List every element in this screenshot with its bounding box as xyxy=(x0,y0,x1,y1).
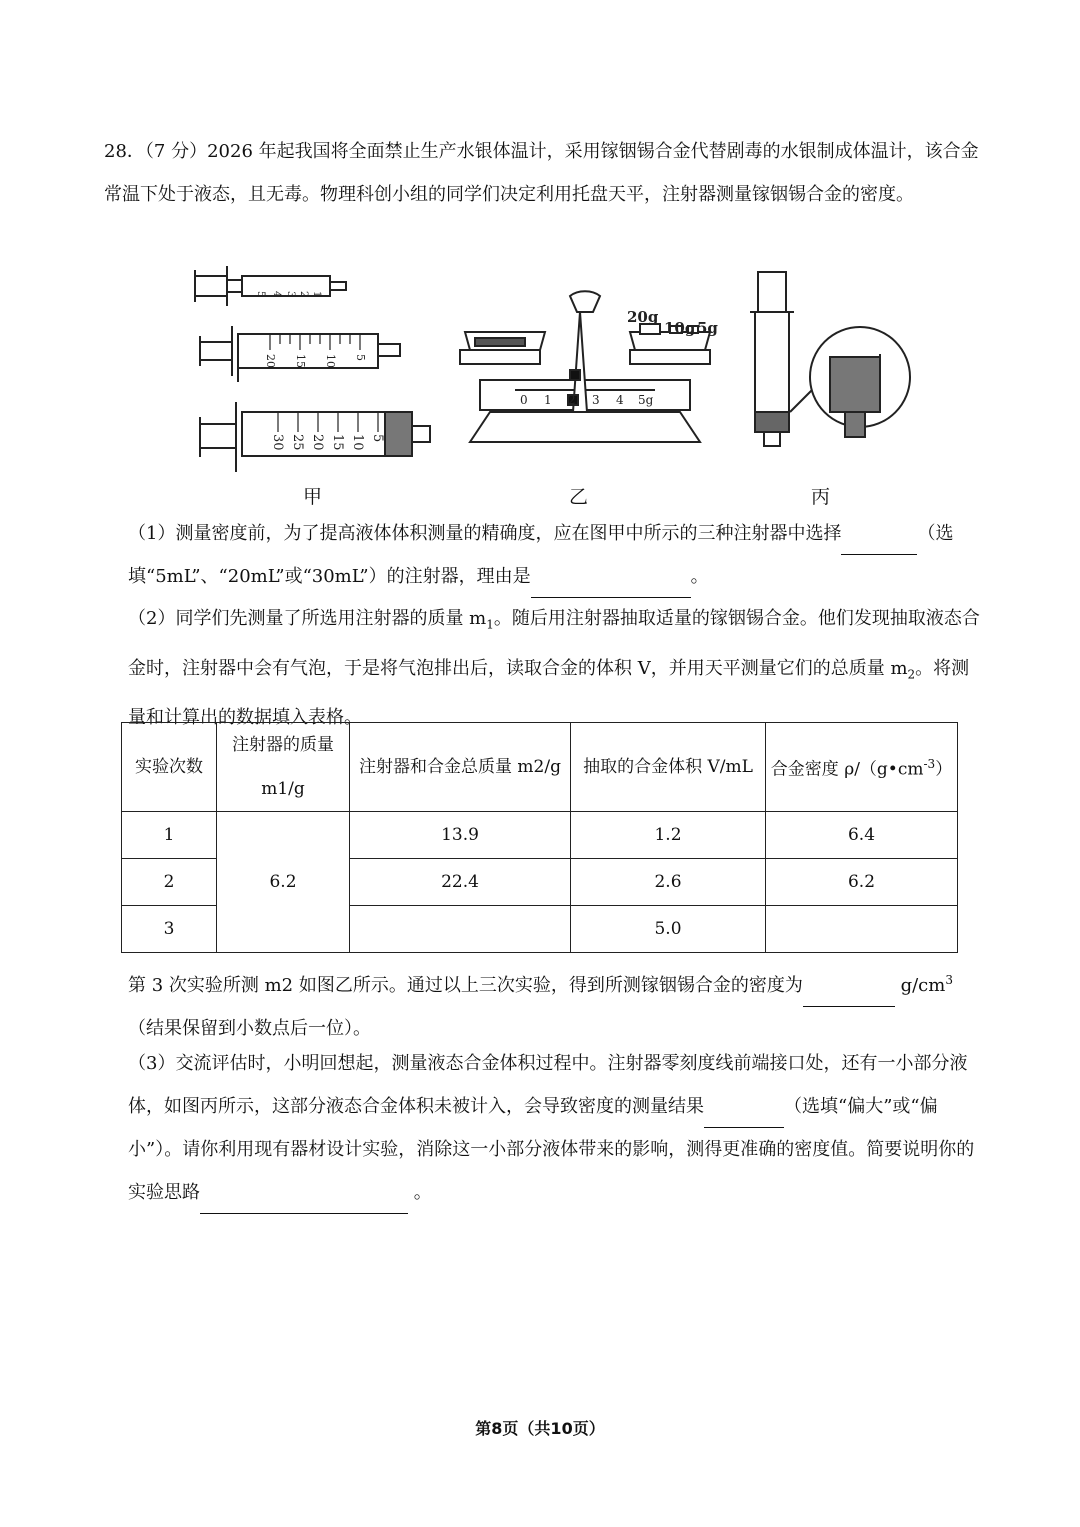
question-intro-text: 2026 年起我国将全面禁止生产水银体温计，采用镓铟锡合金代替剧毒的水银制成体温计，该合金常温下处于液态，且无毒。物理科创小组的同学们决定利用托盘天平，注射器测量镓铟锡合金的密度。 xyxy=(104,141,979,205)
svg-text:4: 4 xyxy=(271,291,282,298)
weight-5g: 5g xyxy=(697,319,718,337)
row2-m2: 22.4 xyxy=(350,859,571,906)
part3-c: 。 xyxy=(413,1182,432,1203)
row2-rho: 6.2 xyxy=(766,859,958,906)
header-trial: 实验次数 xyxy=(122,723,217,812)
svg-text:20: 20 xyxy=(264,354,277,368)
header-m2: 注射器和合金总质量 m2/g xyxy=(350,723,571,812)
part2-text xyxy=(128,597,980,739)
svg-text:15: 15 xyxy=(294,354,307,368)
scale-tick-0: 0 xyxy=(520,393,528,407)
density-unit: g/cm xyxy=(900,975,946,996)
part1-b: （选填“5mL”、“20mL”或“30mL”）的注射器，理由是 xyxy=(128,523,954,587)
header-density-sup: -3 xyxy=(923,757,936,772)
m1-value: 6.2 xyxy=(217,812,350,953)
svg-text:10: 10 xyxy=(324,354,337,368)
svg-text:1: 1 xyxy=(311,291,322,298)
density-blank[interactable] xyxy=(803,986,895,1007)
svg-text:3: 3 xyxy=(285,291,296,298)
row3-m2[interactable] xyxy=(350,906,571,953)
data-table xyxy=(121,722,958,953)
row1-rho: 6.4 xyxy=(766,812,958,859)
header-volume: 抽取的合金体积 V/mL xyxy=(571,723,766,812)
scale-tick-5: 5g xyxy=(638,393,654,407)
row3-rho[interactable] xyxy=(766,906,958,953)
caption-b: 乙 xyxy=(569,486,589,508)
part2-b: 。随后用注射器抽取适量的镓铟锡合金。他们发现抽取液态合金时，注射器中会有气泡，于是将气泡排出后，读取合金的体积 V，并用天平测量它们的总质量 m xyxy=(128,608,980,679)
svg-text:10: 10 xyxy=(350,434,365,451)
row1-m2: 13.9 xyxy=(350,812,571,859)
scale-tick-1: 1 xyxy=(544,393,552,407)
header-density-a: 合金密度 ρ/（g•cm xyxy=(770,759,924,780)
svg-text:5: 5 xyxy=(354,354,367,361)
row2-n: 2 xyxy=(122,859,217,906)
after-table-a: 第 3 次实验所测 m2 如图乙所示。通过以上三次实验，得到所测镓铟锡合金的密度为 xyxy=(128,975,803,996)
header-density-b: ） xyxy=(935,759,953,780)
scale-tick-4: 4 xyxy=(616,393,624,407)
part3-blank-1[interactable] xyxy=(704,1107,784,1128)
question-points: （7 分） xyxy=(144,141,208,162)
part2-a: （2）同学们先测量了所选用注射器的质量 m xyxy=(128,608,487,629)
svg-text:25: 25 xyxy=(290,434,305,451)
part2-a-sub: 1 xyxy=(486,617,494,632)
part3-a: （3）交流评估时，小明回想起，测量液态合金体积过程中。注射器零刻度线前端接口处，还有一小部分液体，如图丙所示，这部分液态合金体积未被计入，会导致密度的测量结果 xyxy=(128,1053,968,1117)
row3-v: 5.0 xyxy=(571,906,766,953)
vertical-syringe xyxy=(750,272,910,446)
part3-b: （选填“偏大”或“偏小”）。请你利用现有器材设计实验，消除这一小部分液体带来的影响，测得更准确的密度值。简要说明你的实验思路 xyxy=(128,1096,975,1203)
syringe-5ml xyxy=(195,266,346,306)
part1-c: 。 xyxy=(690,566,709,587)
part2-c: 。将测量和计算出的数据填入表格。 xyxy=(128,657,970,729)
part2-b-sub: 2 xyxy=(907,667,916,682)
question-number: 28． xyxy=(104,141,145,162)
weight-20g: 20g xyxy=(627,308,659,326)
header-m1-unit: m1/g xyxy=(261,779,305,799)
header-density xyxy=(766,723,958,812)
part1-text xyxy=(128,512,980,598)
svg-text:5: 5 xyxy=(255,291,266,298)
density-unit-sup: 3 xyxy=(945,973,953,987)
scale-tick-2: 2 xyxy=(568,393,576,407)
caption-c: 丙 xyxy=(811,486,831,508)
caption-a: 甲 xyxy=(303,486,323,508)
row3-n: 3 xyxy=(122,906,217,953)
header-m1-title: 注射器的质量 xyxy=(232,735,334,755)
row2-v: 2.6 xyxy=(571,859,766,906)
question-intro xyxy=(104,130,984,216)
header-m1 xyxy=(217,723,350,812)
part1-blank-2[interactable] xyxy=(531,577,691,598)
svg-text:20: 20 xyxy=(310,434,325,451)
part3-text xyxy=(128,1042,980,1214)
table-row xyxy=(122,812,958,859)
row1-v: 1.2 xyxy=(571,812,766,859)
weight-10g: 10g xyxy=(664,319,696,337)
scale-tick-3: 3 xyxy=(592,393,600,407)
svg-text:15: 15 xyxy=(330,434,345,451)
after-table-text xyxy=(128,959,980,1050)
svg-text:2: 2 xyxy=(298,291,309,298)
experiment-figures xyxy=(180,262,920,512)
syringe-20ml xyxy=(200,326,400,382)
part3-blank-2[interactable] xyxy=(200,1193,408,1214)
part1-a: （1）测量密度前，为了提高液体体积测量的精确度，应在图甲中所示的三种注射器中选择 xyxy=(128,523,842,544)
svg-text:30: 30 xyxy=(270,434,285,451)
syringe-30ml xyxy=(200,402,430,472)
row1-n: 1 xyxy=(122,812,217,859)
after-table-b: （结果保留到小数点后一位）。 xyxy=(128,1018,371,1039)
svg-text:5: 5 xyxy=(370,434,385,443)
part1-blank-1[interactable] xyxy=(841,534,917,555)
page-footer: 第8页（共10页） xyxy=(475,1419,605,1438)
balance-scale xyxy=(460,291,718,442)
